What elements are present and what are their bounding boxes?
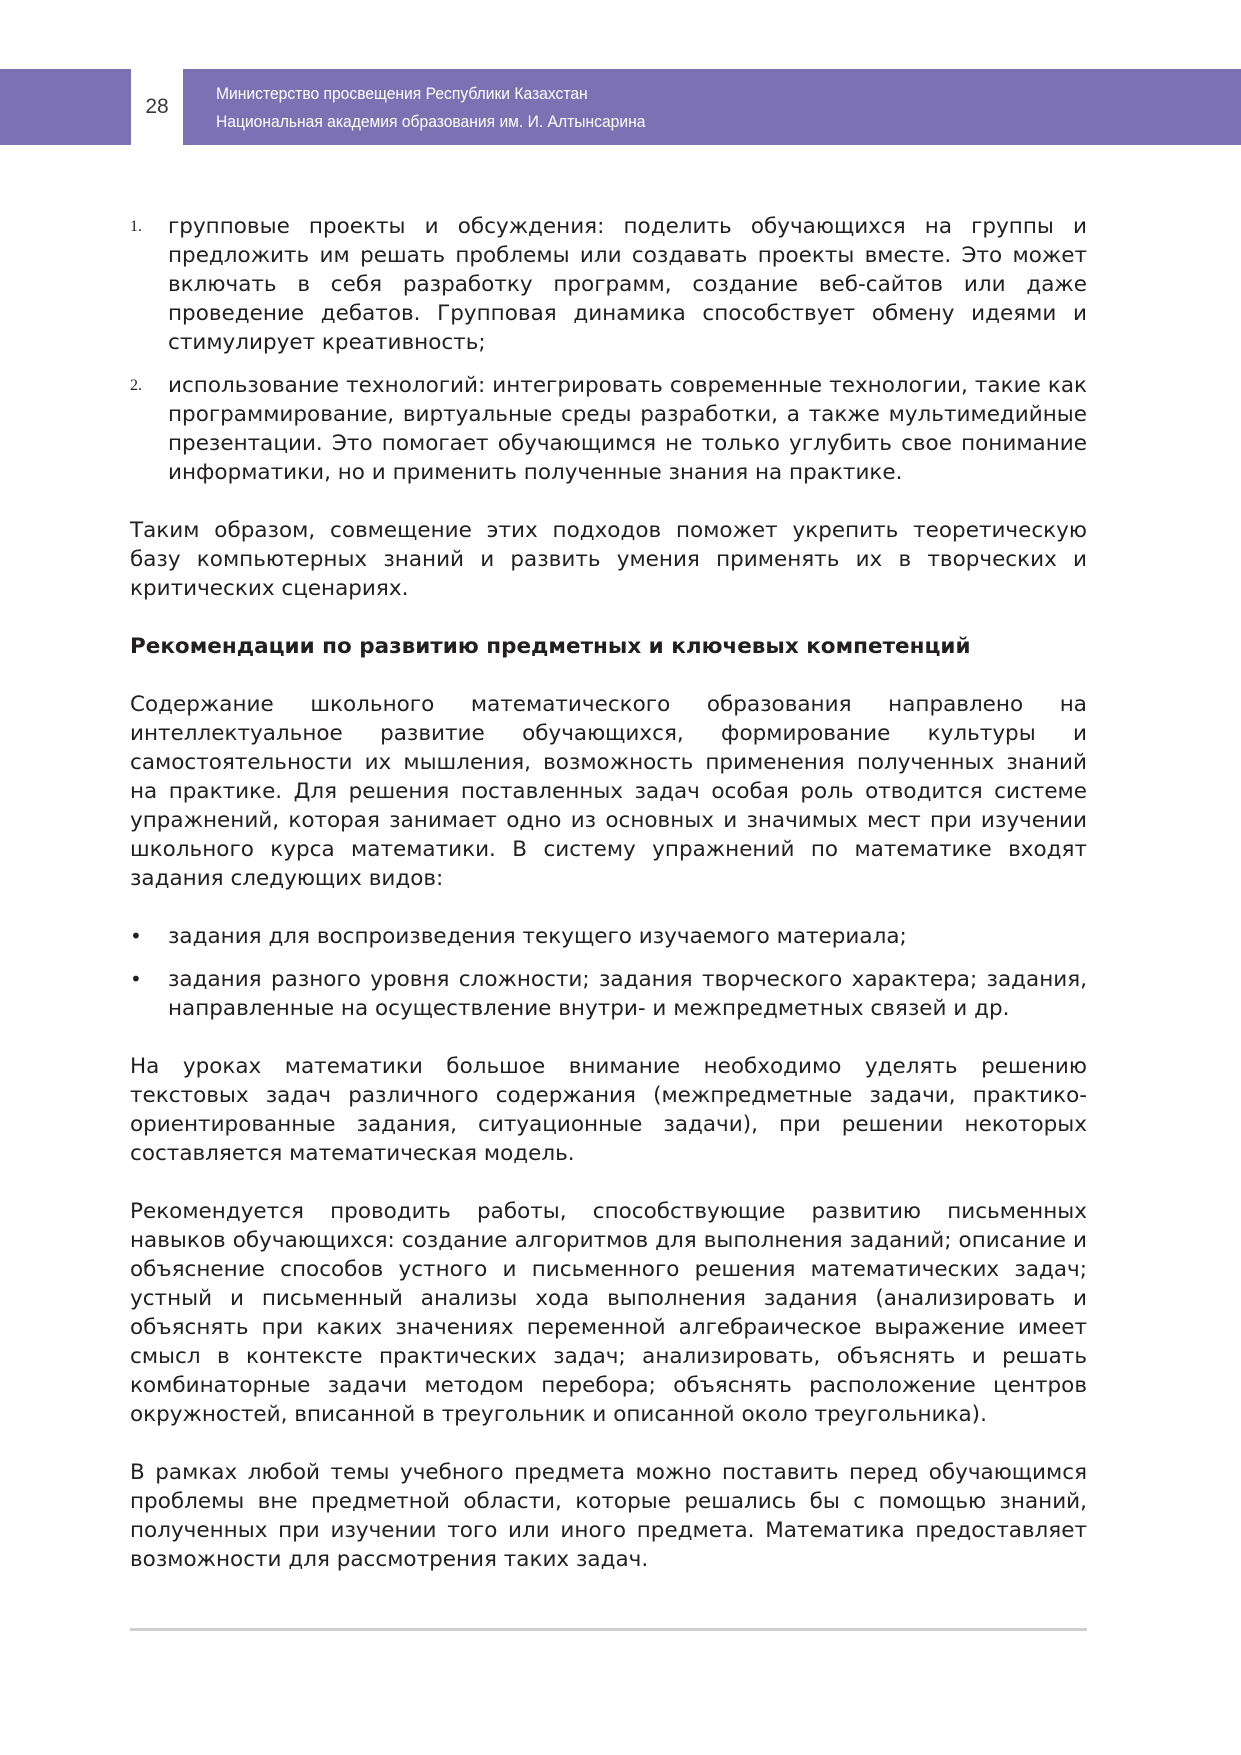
page-number: 28: [131, 69, 183, 145]
list-item: [130, 371, 1087, 487]
list-item-text: задания для воспроизведения текущего изучаемого материала;: [168, 924, 907, 949]
paragraph-final: В рамках любой темы учебного предмета можно поставить перед обучающимся проблемы вне предметной области, которые решались бы с помощью знаний, полученных при изучении того или иного предмета. Математика предоставляет возможности для рассмотрения таких задач.: [130, 1460, 1087, 1572]
list-item-text: использование технологий: интегрировать современные технологии, такие как программирование, виртуальные среды разработки, а также мультимедийные презентации. Это помогает обучающимся не только углубить свое понимание информатики, но и применить полученные знания на практике.: [168, 373, 1087, 485]
paragraph-content: Содержание школьного математического образования направлено на интеллектуальное развитие обучающихся, формирование культуры и самостоятельности их мышления, возможность применения полученных знаний на практике. Для решения поставленных задач особая роль отводится системе упражнений, которая занимает одно из основных и значимых мест при изучении школьного курса математики. В систему упражнений по математике входят задания следующих видов:: [130, 692, 1087, 891]
list-item-text: задания разного уровня сложности; задания творческого характера; задания, направленные на осуществление внутри- и межпредметных связей и др.: [168, 967, 1087, 1021]
paragraph-recommend: Рекомендуется проводить работы, способствующие развитию письменных навыков обучающихся: создание алгоритмов для выполнения заданий; описание и объяснение способов устного и письменного решения математических задач; устный и письменный анализы хода выполнения задания (анализировать и объяснять при каких значениях переменной алгебраическое выражение имеет смысл в контексте практических задач; анализировать, объяснять и решать комбинаторные задачи методом перебора; объяснять расположение центров окружностей, вписанной в треугольник и описанной около треугольника).: [130, 1199, 1087, 1427]
list-item: [130, 922, 1087, 951]
header-academy-line: Национальная академия образования им. И. Алтынсарина: [216, 112, 646, 131]
paragraph-lessons: На уроках математики большое внимание необходимо уделять решению текстовых задач различного содержания (межпредметные задачи, практико-ориентированные задания, ситуационные задачи), при решении некоторых составляется математическая модель.: [130, 1054, 1087, 1166]
list-number: 2.: [130, 377, 142, 394]
list-item: [130, 212, 1087, 357]
paragraph-conclusion: Таким образом, совмещение этих подходов поможет укрепить теоретическую базу компьютерных знаний и развить умения применять их в творческих и критических сценариях.: [130, 518, 1087, 601]
page-body: [130, 212, 1087, 1574]
bullet-marker: •: [130, 924, 142, 948]
bullet-list: [130, 922, 1087, 1023]
header-publisher: [216, 80, 645, 136]
numbered-list: [130, 212, 1087, 487]
list-number: 1.: [130, 218, 142, 235]
bottom-divider: [130, 1628, 1087, 1631]
list-item-text: групповые проекты и обсуждения: поделить обучающихся на группы и предложить им решать проблемы или создавать проекты вместе. Это может включать в себя разработку программ, создание веб-сайтов или даже проведение дебатов. Групповая динамика способствует обмену идеями и стимулирует креативность;: [168, 214, 1087, 355]
list-item: [130, 965, 1087, 1023]
bullet-marker: •: [130, 967, 142, 991]
header-ministry-line: Министерство просвещения Республики Казахстан: [216, 84, 588, 103]
section-heading: Рекомендации по развитию предметных и ключевых компетенций: [130, 634, 971, 659]
